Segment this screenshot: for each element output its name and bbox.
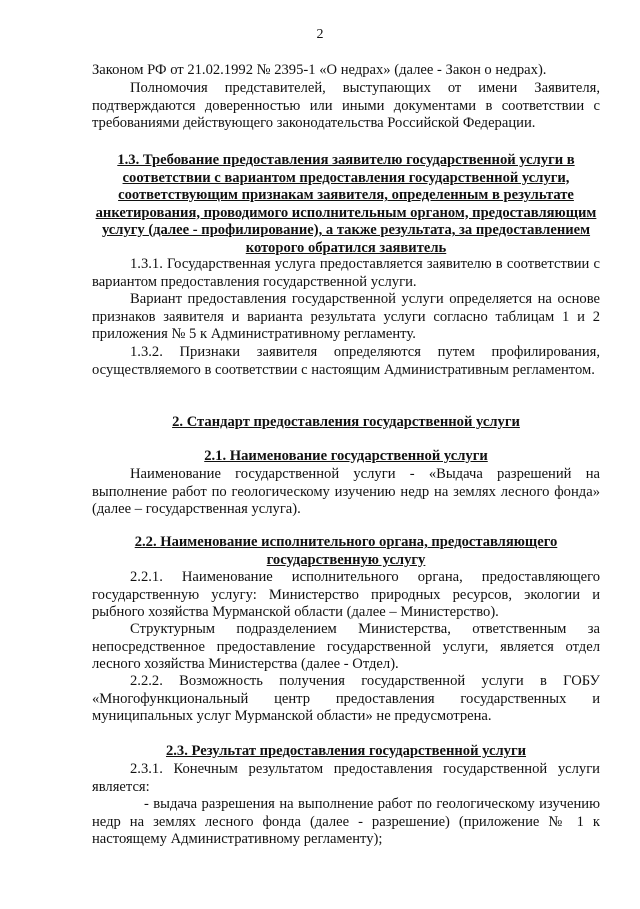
paragraph-2-3-1: 2.3.1. Конечным результатом предоставления государственной услуги является: [92,761,600,795]
paragraph-result-item: - выдача разрешения на выполнение работ по геологическому изучению недр на землях лесного фонда (далее - разрешение) (приложение № 1 к настоящему Административному регламенту); [92,796,600,847]
paragraph-service-name: Наименование государственной услуги - «Выдача разрешений на выполнение работ по геологическому изучению недр на землях лесного фонда» (далее – государственная услуга). [92,466,600,517]
paragraph-variant: Вариант предоставления государственной услуги определяется на основе признаков заявителя и варианта результата услуги согласно таблицам 1 и 2 приложения № 5 к Административному регламенту. [92,291,600,342]
page-number: 2 [316,27,324,42]
heading-2: 2. Стандарт предоставления государственной услуги [172,414,520,430]
paragraph-2-2-1: 2.2.1. Наименование исполнительного органа, предоставляющего государственную услугу: Министерство природных ресурсов, экологии и рыбного хозяйства Мурманской области (далее – Министерство). [92,569,600,620]
heading-2-1: 2.1. Наименование государственной услуги [204,448,488,464]
paragraph-structural-unit: Структурным подразделением Министерства, ответственным за непосредственное предоставление государственной услуги, является отдел лесного хозяйства Министерства (далее - Отдел). [92,621,600,672]
paragraph-2-2-2: 2.2.2. Возможность получения государственной услуги в ГОБУ «Многофункциональный центр предоставления государственных и муниципальных услуг Мурманской области» не предусмотрена. [92,673,600,724]
heading-2-2: 2.2. Наименование исполнительного органа, предоставляющего государственную услугу [134,534,558,568]
paragraph-representatives: Полномочия представителей, выступающих от имени Заявителя, подтверждаются доверенностью или иными документами в соответствии с требованиями действующего законодательства Российской Федерации. [92,80,600,131]
paragraph-1-3-2: 1.3.2. Признаки заявителя определяются путем профилирования, осуществляемого в соответствии с настоящим Административным регламентом. [92,344,600,378]
paragraph-1-3-1: 1.3.1. Государственная услуга предоставляется заявителю в соответствии с вариантом предоставления государственной услуги. [92,256,600,290]
heading-1-3: 1.3. Требование предоставления заявителю государственной услуги в соответствии с вариантом предоставления государственной услуги, соответствующим признакам заявителя, определенным в результате анкетирования, проводимого исполнительным органом, предоставляющим услугу (далее - профилирование), а также результата, за предоставлением которого обратился заявитель [95,152,597,256]
paragraph-law-reference: Законом РФ от 21.02.1992 № 2395-1 «О недрах» (далее - Закон о недрах). [92,62,547,78]
heading-2-3: 2.3. Результат предоставления государственной услуги [165,743,527,759]
